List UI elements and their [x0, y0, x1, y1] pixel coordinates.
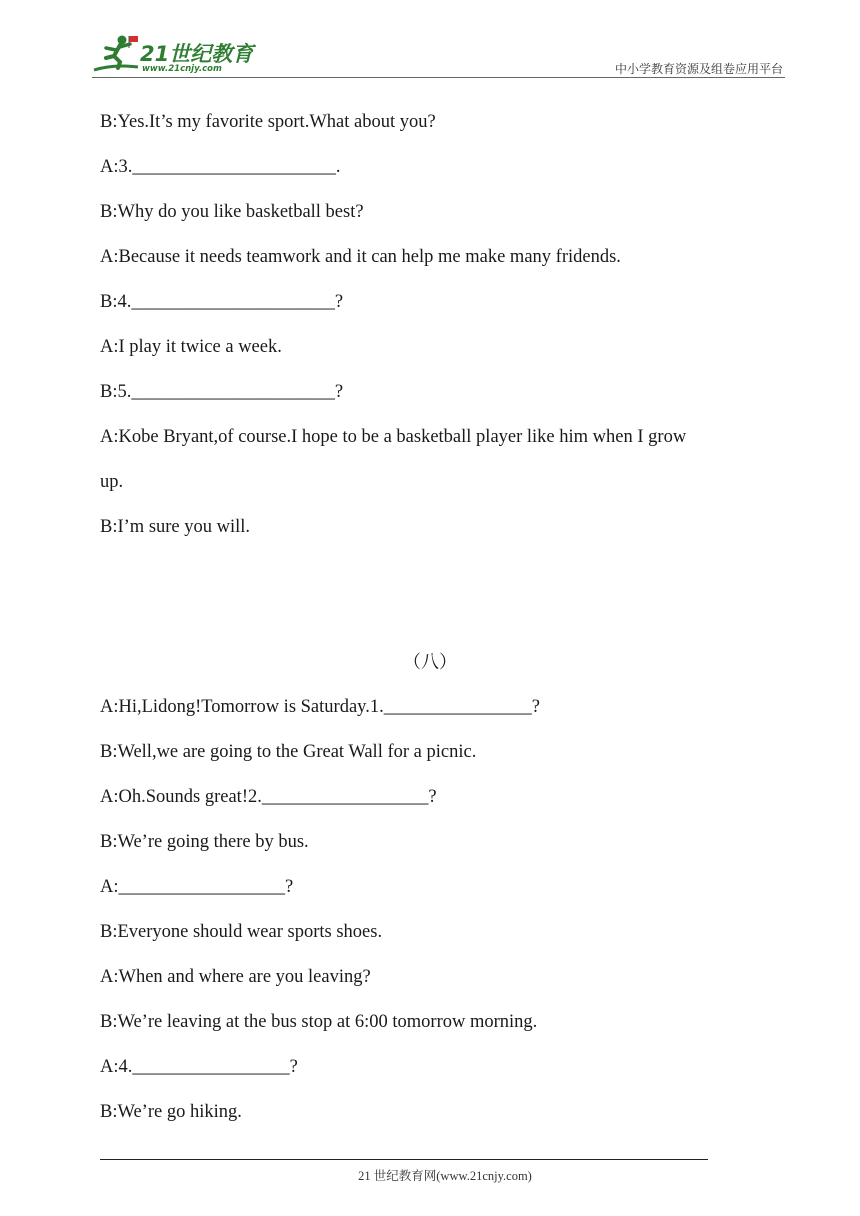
dialogue-line: B:4.______________________? [100, 292, 344, 312]
dialogue-line: up. [100, 472, 124, 492]
site-logo[interactable] [92, 34, 262, 78]
dialogue-line: A:__________________? [100, 877, 294, 897]
dialogue-line: A:Hi,Lidong!Tomorrow is Saturday.1.________________? [100, 697, 540, 717]
dialogue-line: B:Well,we are going to the Great Wall for a picnic. [100, 742, 477, 762]
dialogue-line: B:We’re leaving at the bus stop at 6:00 tomorrow morning. [100, 1012, 538, 1032]
dialogue-line: A:Kobe Bryant,of course.I hope to be a basketball player like him when I grow [100, 427, 687, 447]
dialogue-line: B:Everyone should wear sports shoes. [100, 922, 383, 942]
dialogue-line: A:3.______________________. [100, 157, 341, 177]
dialogue-line: B:I’m sure you will. [100, 517, 251, 537]
logo-url: www.21cnjy.com [142, 64, 222, 74]
dialogue-line: B:Yes.It’s my favorite sport.What about you? [100, 112, 436, 132]
dialogue-line: B:We’re going there by bus. [100, 832, 309, 852]
dialogue-line: B:We’re go hiking. [100, 1102, 242, 1122]
dialogue-line: A:Oh.Sounds great!2.__________________? [100, 787, 437, 807]
platform-name: 中小学教育资源及组卷应用平台 [614, 62, 783, 76]
page-header [0, 0, 860, 80]
header-divider [92, 77, 785, 78]
dialogue-line: B:Why do you like basketball best? [100, 202, 364, 222]
dialogue-line: B:5.______________________? [100, 382, 344, 402]
dialogue-line: A:I play it twice a week. [100, 337, 282, 357]
dialogue-line: A:4._________________? [100, 1057, 298, 1077]
section-heading: （八） [403, 652, 457, 672]
footer-link[interactable]: 21 世纪教育网(www.21cnjy.com) [358, 1169, 532, 1183]
logo-text: 21世纪教育 [140, 42, 254, 66]
dialogue-line: A:When and where are you leaving? [100, 967, 371, 987]
footer-divider [100, 1159, 708, 1160]
dialogue-line: A:Because it needs teamwork and it can help me make many fridends. [100, 247, 621, 267]
runner-logo-icon [92, 34, 140, 76]
